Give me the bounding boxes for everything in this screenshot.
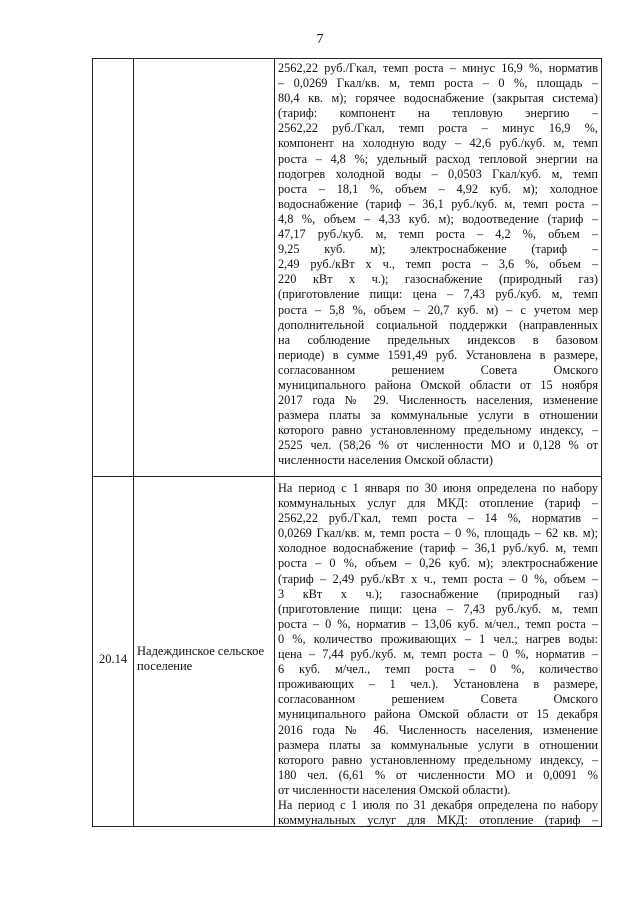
text-line: коммунальных услуг для МКД: отопление (тариф – <box>278 813 598 828</box>
row-description-continued <box>278 61 598 469</box>
text-line: муниципального района Омской области от 15 ноября <box>278 377 598 392</box>
text-line: 2562,22 руб./Гкал, темп роста – минус 16,9 %, норматив <box>278 61 598 75</box>
document-table <box>92 58 602 827</box>
text-line: проживающих – 1 чел.). Установлена в размере, <box>278 677 598 692</box>
text-line: размера платы за коммунальные услуги в отношении <box>278 737 598 752</box>
text-line: коммунальных услуг для МКД: отопление (тариф – <box>278 496 598 511</box>
text-line: 2,49 руб./кВт х ч., темп роста – 3,6 %, объем – <box>278 257 598 272</box>
settlement-name: Надеждинское сельское поселение <box>137 644 265 673</box>
text-line: 47,17 руб./куб. м, темп роста – 4,2 %, объем – <box>278 227 598 242</box>
text-line: (приготовление пищи: цена – 7,43 руб./куб. м, темп <box>278 601 598 616</box>
text-line: 2017 года № 29. Численность населения, изменение <box>278 393 598 408</box>
text-line: 9,25 куб. м); электроснабжение (тариф – <box>278 242 598 257</box>
text-line: от численности населения Омской области). <box>278 782 511 797</box>
text-line: размера платы за коммунальные услуги в отношении <box>278 408 598 423</box>
text-line: на соблюдение предельных индексов в базовом <box>278 332 598 347</box>
text-line: цена – 7,44 руб./куб. м, темп роста – 0 %, норматив – <box>278 647 598 662</box>
row-description <box>278 481 598 828</box>
page-number: 7 <box>316 32 324 47</box>
text-line: 220 кВт х ч.); газоснабжение (природный газ) <box>278 272 598 287</box>
text-line: На период с 1 июля по 31 декабря определена по набору <box>278 797 598 812</box>
text-line: 3 кВт х ч.); газоснабжение (природный газ) <box>278 586 598 601</box>
text-line: которого равно установленному предельному индексу, – <box>278 752 598 767</box>
text-line: (тариф: компонент на тепловую энергию – <box>278 106 598 121</box>
text-line: согласованном решением Совета Омского <box>278 692 598 707</box>
text-line: 0 %, количество проживающих – 1 чел.; нагрев воды: <box>278 631 598 646</box>
text-line: численности населения Омской области) <box>278 453 493 468</box>
text-line: дополнительной социальной поддержки (направленных <box>278 317 598 332</box>
row-number: 20.14 <box>98 652 128 666</box>
text-line: водоснабжение (тариф – 36,1 руб./куб. м, темп роста – <box>278 196 598 211</box>
text-line: 180 чел. (6,61 % от численности МО и 0,0091 % <box>278 767 598 782</box>
text-line: роста – 18,1 %, объем – 4,92 куб. м); холодное <box>278 181 598 196</box>
text-line: 2562,22 руб./Гкал, темп роста – 14 %, норматив – <box>278 511 598 526</box>
text-line: 80,4 кв. м); горячее водоснабжение (закрытая система) <box>278 91 598 106</box>
text-line: согласованном решением Совета Омского <box>278 362 598 377</box>
text-line: роста – 0 %, объем – 0,26 куб. м); электроснабжение <box>278 556 598 571</box>
text-line: 2562,22 руб./Гкал, темп роста – минус 16,9 %, <box>278 121 598 136</box>
text-line: холодное водоснабжение (тариф – 36,1 руб./куб. м, темп <box>278 541 598 556</box>
text-line: которого равно установленному предельному индексу, – <box>278 423 598 438</box>
text-line: (приготовление пищи: цена – 7,43 руб./куб. м, темп <box>278 287 598 302</box>
text-line: муниципального района Омской области от 15 декабря <box>278 707 598 722</box>
text-line: 0,0269 Гкал/кв. м, темп роста – 0 %, площадь – 62 кв. м); <box>278 526 598 541</box>
text-line: компонент на холодную воду – 42,6 руб./куб. м, темп <box>278 136 598 151</box>
text-line: периоде) в сумме 1591,49 руб. Установлена в размере, <box>278 347 598 362</box>
text-line: (тариф – 2,49 руб./кВт х ч., темп роста – 0 %, объем – <box>278 571 598 586</box>
table-row-divider <box>93 476 601 477</box>
text-line: роста – 5,8 %, объем – 20,7 куб. м) – с учетом мер <box>278 302 598 317</box>
table-column-divider <box>274 59 275 826</box>
text-line: 4,8 %, объем – 4,33 куб. м); водоотведение (тариф – <box>278 211 598 226</box>
table-column-divider <box>133 59 134 826</box>
text-line: подогрев холодной воды – 0,0503 Гкал/куб. м, темп <box>278 166 598 181</box>
text-line: роста – 0 %, норматив – 13,06 куб. м/чел., темп роста – <box>278 616 598 631</box>
text-line: 6 куб. м/чел., темп роста – 0 %, количество <box>278 662 598 677</box>
text-line: 2016 года № 46. Численность населения, изменение <box>278 722 598 737</box>
text-line: – 0,0269 Гкал/кв. м, темп роста – 0 %, площадь – <box>278 76 598 91</box>
text-line: На период с 1 января по 30 июня определена по набору <box>278 481 598 495</box>
text-line: 2525 чел. (58,26 % от численности МО и 0,128 % от <box>278 438 598 453</box>
text-line: роста – 4,8 %; удельный расход тепловой энергии на <box>278 151 598 166</box>
